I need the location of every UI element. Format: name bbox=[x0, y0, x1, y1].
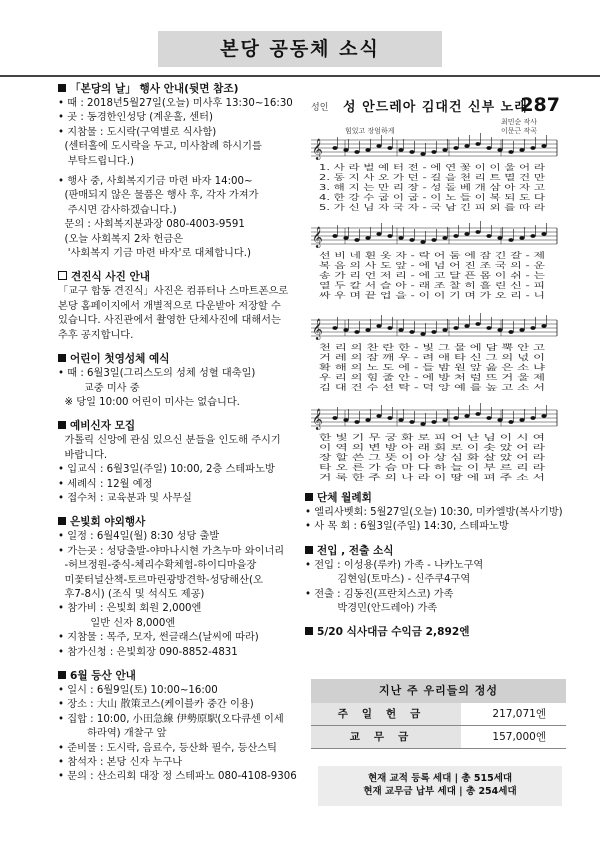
note-head bbox=[464, 324, 469, 328]
note-head bbox=[486, 416, 491, 420]
note-head bbox=[453, 326, 458, 330]
note-head bbox=[398, 328, 403, 332]
section-line: • 일정 : 6월4일(월) 8:30 성당 출발 bbox=[58, 531, 220, 543]
note-head bbox=[475, 412, 480, 416]
note-head bbox=[486, 146, 491, 150]
note-head bbox=[497, 236, 502, 240]
note-head bbox=[486, 326, 491, 330]
section-heading: 예비신자 모집 bbox=[70, 420, 136, 433]
note-head bbox=[376, 324, 381, 328]
note-head bbox=[442, 236, 447, 240]
section-line: 박경민(안드레아) 가족 bbox=[305, 603, 438, 615]
bullet-square-icon bbox=[305, 546, 313, 554]
note-head bbox=[398, 148, 403, 152]
note-head bbox=[332, 326, 337, 330]
note-head bbox=[409, 150, 414, 154]
section-line: -허브정원-중식-체리수확체험-하이디마을장 bbox=[58, 560, 257, 572]
table-row bbox=[311, 703, 566, 726]
note-head bbox=[365, 328, 370, 332]
section-parish-day bbox=[58, 82, 306, 261]
bullet-square-icon bbox=[305, 627, 313, 635]
section-line: 주시면 감사하겠습니다.) bbox=[58, 204, 177, 216]
offering-table-header: 지난 주 우리들의 정성 bbox=[311, 679, 566, 703]
note-head bbox=[409, 238, 414, 242]
treble-clef-icon: 𝄞 bbox=[312, 319, 323, 340]
note-head bbox=[420, 240, 425, 244]
note-head bbox=[464, 414, 469, 418]
note-head bbox=[354, 238, 359, 242]
note-head bbox=[398, 236, 403, 240]
note-head bbox=[332, 416, 337, 420]
hymn-number: 287 bbox=[520, 94, 560, 116]
section-line: • 참가비 : 은빛회 회원 2,000엔 bbox=[58, 603, 202, 615]
note-head bbox=[332, 146, 337, 150]
note-head bbox=[475, 142, 480, 146]
section-line: • 준비물 : 도시락, 음료수, 등산화 필수, 등산스틱 bbox=[58, 742, 277, 754]
section-heading: 어린이 첫영성체 예식 bbox=[70, 353, 170, 366]
section-body bbox=[58, 97, 306, 261]
hymn-lyric-line: 장 할 쓴 그 뜻 이 아 상 심 화 살 았 어 라 bbox=[319, 453, 461, 462]
note-head bbox=[420, 152, 425, 156]
note-head bbox=[376, 144, 381, 148]
section-heading: 단체 월례회 bbox=[317, 492, 372, 504]
note-head bbox=[497, 148, 502, 152]
section-body bbox=[305, 559, 567, 617]
section-line: 교중 미사 중 bbox=[58, 382, 140, 394]
section-confirmation-photos bbox=[58, 270, 306, 343]
hymn-staff-notation bbox=[305, 96, 562, 491]
note-head bbox=[508, 150, 513, 154]
section-line: 본당 홈페이지에서 개별적으로 다운받아 저장할 수 bbox=[58, 300, 281, 312]
hymn-lyric-line: 선 비 네 흰 옷 자 - 락 어 둠 에 잠 긴 갈 - 제 bbox=[319, 251, 472, 260]
hymn-tempo: 힘있고 장엄하게 bbox=[345, 127, 395, 135]
note-head bbox=[519, 236, 524, 240]
registered-households: 현재 교적 등록 세대 | 총 515세대 bbox=[367, 773, 513, 784]
section-body bbox=[305, 506, 567, 535]
hymn-lyric-line: 1. 사 라 벌 예 터 전 - 에 연 꽃 이 이 울 어 라 bbox=[319, 163, 476, 172]
section-line: 추후 공지합니다. bbox=[58, 329, 134, 341]
note-head bbox=[343, 148, 348, 152]
hymn-lyric-line: 확 해 의 노 도 에 - 들 밤 원 앞 읊 은 소 냐 bbox=[319, 363, 466, 372]
hymn-lyric-line: 이 역 의 변 방 아 래 회 로 이 솟 았 어 라 bbox=[319, 443, 461, 452]
hymn-category: 성인 bbox=[311, 103, 329, 113]
note-head bbox=[431, 238, 436, 242]
hymn-lyric-line: 2. 동 지 사 오 가 던 - 길 을 천 리 트 멸 건 만 bbox=[319, 173, 476, 182]
note-head bbox=[497, 328, 502, 332]
bullet-square-icon bbox=[58, 84, 66, 92]
hymn-lyric-line: 4. 한 강 수 굽 이 굽 - 이 노 들 이 복 되 도 다 bbox=[319, 193, 476, 202]
section-hiking bbox=[58, 669, 306, 785]
note-head bbox=[519, 418, 524, 422]
section-line: 후7-8시) (조식 및 석식도 제공) bbox=[58, 588, 205, 600]
bullet-square-icon bbox=[58, 671, 66, 679]
note-head bbox=[387, 234, 392, 238]
note-head bbox=[453, 234, 458, 238]
hymn-lyric-line: 거 룩 한 주 의 나 라 이 땅 에 펴 주 소 서 bbox=[319, 473, 461, 482]
section-line: • 참가신청 : 은빛회장 090-8852-4831 bbox=[58, 646, 238, 658]
offering-table bbox=[311, 679, 566, 749]
section-silver-outing bbox=[58, 515, 306, 660]
section-line: 부탁드립니다.) bbox=[58, 155, 134, 167]
hymn-lyric-line: 김 대 건 수 선 탁 - 덕 앙 예 를 높 고 소 서 bbox=[319, 383, 466, 392]
hymn-lyric-line: 천 리 의 찬 란 한 - 빛 그 물 에 담 뿍 안 고 bbox=[319, 343, 466, 352]
section-heading: 「본당의 날」 행사 안내(뒷면 참조) bbox=[70, 83, 239, 95]
section-body bbox=[58, 285, 306, 343]
hymn-lyric-line: 우 리 의 힘 줄 안 - 에 방 처 럼 뜨 거 울 제 bbox=[319, 373, 466, 382]
note-head bbox=[442, 418, 447, 422]
section-first-communion bbox=[58, 352, 306, 410]
note-head bbox=[431, 330, 436, 334]
hymn-lyric-line: 복 음 의 사 도 앞 - 에 넘 어 진 조 국 의 - 운 bbox=[319, 261, 472, 270]
note-head bbox=[376, 232, 381, 236]
treble-clef-icon: 𝄞 bbox=[312, 139, 323, 160]
section-body bbox=[58, 434, 306, 506]
section-body bbox=[58, 530, 306, 660]
section-line: • 때 : 2018년5월27일(오늘) 미사후 13:30~16:30 bbox=[58, 98, 293, 109]
note-head bbox=[530, 146, 535, 150]
section-line: • 행사 중, 사회복지기금 마련 바자 14:00~ bbox=[58, 176, 253, 188]
section-line: 하라역) 개찰구 앞 bbox=[58, 728, 167, 740]
note-head bbox=[376, 414, 381, 418]
note-head bbox=[475, 322, 480, 326]
hymn-lyric-line: 거 레 의 잠 깨 우 - 려 애 타 신 그 의 넋 이 bbox=[319, 353, 466, 362]
right-column bbox=[305, 491, 567, 640]
section-line: 가톨릭 신앙에 관심 있으신 분들을 인도해 주시기 bbox=[58, 435, 281, 447]
section-monthly-meetings bbox=[305, 491, 567, 535]
hymn-lyric-line: 한 빛 기 무 궁 화 로 피 어 난 님 이 시 여 bbox=[319, 433, 461, 442]
note-head bbox=[530, 234, 535, 238]
hymn-lyric-line: 싸 우 며 끝 업 을 - 이 이 기 며 가 오 리 - 니 bbox=[319, 291, 472, 300]
section-line: • 때 : 6월3일(그리스도의 성체 성혈 대축일) bbox=[58, 368, 256, 380]
note-head bbox=[354, 420, 359, 424]
hymn-lyric-line: 송 가 리 언 저 리 - 에 고 달 픈 몸 이 쉬 - 는 bbox=[319, 271, 472, 280]
note-head bbox=[431, 150, 436, 154]
section-line: • 세례식 : 12월 예정 bbox=[58, 478, 153, 490]
section-line: • 일시 : 6월9일(토) 10:00~16:00 bbox=[58, 685, 218, 696]
table-row bbox=[311, 726, 566, 749]
treble-clef-icon: 𝄞 bbox=[312, 409, 323, 430]
section-line: • 엘리사벳회: 5월27일(오늘) 10:30, 미카엘방(복사기방) bbox=[305, 507, 563, 518]
note-head bbox=[541, 324, 546, 328]
bullet-square-icon bbox=[58, 517, 66, 525]
bullet-square-icon bbox=[58, 354, 66, 362]
note-head bbox=[354, 330, 359, 334]
section-heading: 5/20 식사대금 수익금 2,892엔 bbox=[317, 626, 470, 639]
section-line: 미꽃터널산책-토르마린광방견학-성당해산(오 bbox=[58, 574, 263, 586]
note-head bbox=[420, 422, 425, 426]
note-head bbox=[519, 148, 524, 152]
hymn-composer: 이문근 작곡 bbox=[501, 127, 538, 135]
note-head bbox=[442, 328, 447, 332]
note-head bbox=[354, 150, 359, 154]
section-line: • 문의 : 산소리회 대장 정 스테파노 080-4108-9306 bbox=[58, 771, 297, 783]
note-head bbox=[541, 144, 546, 148]
note-head bbox=[486, 234, 491, 238]
hymn-lyric-line: 3. 해 지 는 만 리 장 - 성 돌 베 개 삼 아 자 고 bbox=[319, 183, 476, 192]
section-heading: 견진식 사진 안내 bbox=[71, 271, 151, 284]
section-line: • 곳 : 동경한인성당 (계운홀, 센터) bbox=[58, 112, 213, 124]
note-head bbox=[365, 148, 370, 152]
section-line: • 집합 : 10:00, 小田急線 伊勢原駅(오다큐센 이세 bbox=[58, 713, 284, 725]
note-head bbox=[398, 418, 403, 422]
note-head bbox=[442, 148, 447, 152]
offering-value: 157,000엔 bbox=[492, 731, 546, 743]
offering-value: 217,071엔 bbox=[492, 708, 546, 720]
note-head bbox=[343, 328, 348, 332]
note-head bbox=[475, 230, 480, 234]
section-line: • 장소 : 大山 散策코스(케이블카 중간 이용) bbox=[58, 699, 254, 711]
section-line: 문의 : 사회복지분과장 080-4003-9591 bbox=[58, 219, 245, 231]
bullet-square-icon bbox=[305, 493, 313, 501]
page-title: 본당 공동체 소식 bbox=[158, 31, 442, 67]
section-line: ※ 당일 10:00 어린이 미사는 없습니다. bbox=[58, 396, 240, 408]
note-head bbox=[387, 416, 392, 420]
note-head bbox=[508, 420, 513, 424]
note-head bbox=[519, 328, 524, 332]
note-head bbox=[464, 232, 469, 236]
section-heading: 6월 등산 안내 bbox=[70, 670, 136, 682]
section-line: (오늘 사회복지 2차 헌금은 bbox=[58, 233, 184, 245]
note-head bbox=[530, 326, 535, 330]
bullet-square-outline-icon bbox=[58, 271, 67, 280]
section-line: 일반 신자 8,000엔 bbox=[58, 617, 176, 629]
section-line: (센터홀에 도시락을 두고, 미사참례 하시기를 bbox=[58, 141, 262, 153]
note-head bbox=[497, 418, 502, 422]
section-line: 바랍니다. bbox=[58, 449, 108, 461]
note-head bbox=[343, 418, 348, 422]
note-head bbox=[365, 236, 370, 240]
section-line: • 지참물 : 도시락(구역별로 식사함) bbox=[58, 126, 217, 138]
note-head bbox=[343, 236, 348, 240]
bullet-square-icon bbox=[58, 421, 66, 429]
note-head bbox=[365, 418, 370, 422]
section-line: 있습니다. 사진관에서 촬영한 단체사진에 대해서는 bbox=[58, 315, 281, 327]
left-column bbox=[58, 82, 306, 785]
household-stats bbox=[318, 766, 562, 806]
hymn-lyric-line: 타 오 른 가 슴 마 다 하 늘 이 부 르 리 라 bbox=[319, 463, 461, 472]
note-head bbox=[530, 416, 535, 420]
section-line: • 가는곳 : 성당출발-야마나시현 가츠누마 와이너리 bbox=[58, 545, 285, 557]
treble-clef-icon: 𝄞 bbox=[312, 227, 323, 248]
note-head bbox=[409, 420, 414, 424]
note-head bbox=[409, 330, 414, 334]
section-body bbox=[58, 684, 306, 785]
section-line: 「교구 합동 견진식」사진은 컴퓨터나 스마트폰으로 bbox=[58, 286, 289, 298]
section-meal-income bbox=[305, 625, 567, 640]
hymn-sheet bbox=[305, 96, 562, 491]
offering-label: 교무금 bbox=[311, 726, 461, 748]
section-line: 김현임(토마스) - 신주쿠4구역 bbox=[305, 574, 471, 586]
section-line: • 참석자 : 본당 신자 누구나 bbox=[58, 757, 183, 769]
hymn-lyric-line: 5. 가 신 님 자 국 자 - 국 남 긴 피 외 를 따 라 bbox=[319, 203, 476, 212]
hymn-lyric-line: 열 두 칼 서 슬 아 - 래 조 찰 히 흘 린 신 - 피 bbox=[319, 281, 472, 290]
section-heading: 전입 , 전출 소식 bbox=[317, 544, 394, 557]
note-head bbox=[387, 146, 392, 150]
note-head bbox=[387, 326, 392, 330]
section-line: • 전출 : 김동진(프란치스코) 가족 bbox=[305, 588, 454, 600]
section-line: • 전입 : 이성용(루카) 가족 - 나카노구역 bbox=[305, 559, 484, 571]
offering-label: 주일헌금 bbox=[311, 703, 461, 725]
note-head bbox=[332, 234, 337, 238]
note-head bbox=[420, 332, 425, 336]
note-head bbox=[541, 232, 546, 236]
section-line: (판매되지 않은 물품은 행사 후, 각자 가져가 bbox=[58, 190, 259, 202]
section-line: • 사 목 회 : 6월3일(주일) 14:30, 스테파노방 bbox=[305, 521, 509, 533]
section-line: • 지참물 : 목주, 모자, 썬글래스(날씨에 따라) bbox=[58, 632, 259, 644]
note-head bbox=[541, 414, 546, 418]
section-transfers bbox=[305, 544, 567, 617]
section-body bbox=[58, 367, 306, 410]
hymn-title: 성 안드레아 김대건 신부 노래 bbox=[343, 100, 528, 115]
title-divider bbox=[0, 75, 600, 77]
note-head bbox=[508, 238, 513, 242]
note-head bbox=[431, 420, 436, 424]
section-line: '사회복지 기금 마련 바자'로 대체합니다.) bbox=[58, 248, 251, 260]
section-line: • 접수처 : 교육분과 및 사무실 bbox=[58, 492, 192, 504]
paying-households: 현재 교무금 납부 세대 | 총 254세대 bbox=[363, 786, 517, 797]
note-head bbox=[453, 416, 458, 420]
note-head bbox=[508, 330, 513, 334]
section-line: • 입교식 : 6월3일(주일) 10:00, 2층 스테파노방 bbox=[58, 464, 275, 476]
hymn-lyricist: 최민순 작사 bbox=[501, 118, 538, 126]
section-heading: 은빛회 야외행사 bbox=[70, 516, 146, 529]
section-catechumen bbox=[58, 419, 306, 506]
note-head bbox=[453, 146, 458, 150]
note-head bbox=[464, 144, 469, 148]
